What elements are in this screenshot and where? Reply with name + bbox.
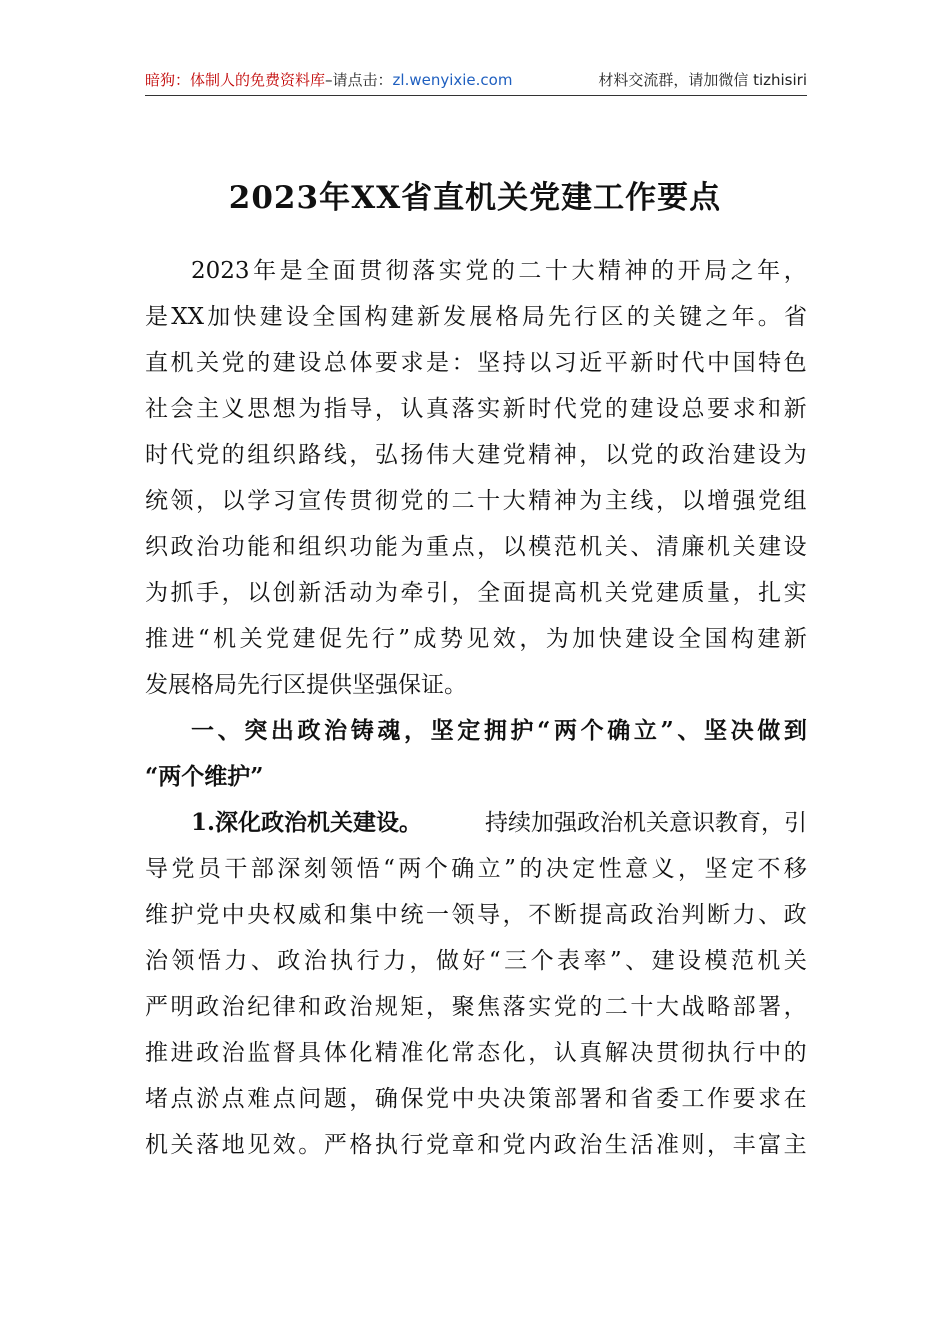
item-line: 维 护 党 中 央 权 威 和 集 中 统 一 领 导 ， 不 断 提 高 政 治 判 断 力 、 政: [145, 902, 807, 928]
intro-line: 为 抓 手 ， 以 创 新 活 动 为 牵 引 ， 全 面 提 高 机 关 党 建 质 量 ， 扎 实: [145, 580, 807, 606]
item-line: 机 关 落 地 见 效 。 严 格 执 行 党 章 和 党 内 政 治 生 活 准 则 ， 丰 富 主: [145, 1132, 807, 1158]
header-divider: [145, 95, 807, 96]
intro-line: 统 领 ， 以 学 习 宣 传 贯 彻 党 的 二 十 大 精 神 为 主 线 ， 以 增 强 党 组: [145, 488, 807, 514]
item-lead: 1.深化政治机关建设。: [191, 809, 423, 836]
document-body: [145, 248, 807, 1168]
intro-line: 时 代 党 的 组 织 路 线 ， 弘 扬 伟 大 建 党 精 神 ， 以 党 的 政 治 建 设 为: [145, 442, 807, 468]
item-first-rest: 持续加强政治机关意识教育，引: [485, 810, 807, 836]
intro-line: 直 机 关 党 的 建 设 总 体 要 求 是 ： 坚 持 以 习 近 平 新 时 代 中 国 特 色: [145, 350, 807, 376]
item-first-line: [145, 800, 807, 846]
intro-line: 织 政 治 功 能 和 组 织 功 能 为 重 点 ， 以 模 范 机 关 、 清 廉 机 关 建 设: [145, 534, 807, 560]
item-line: 推 进 政 治 监 督 具 体 化 精 准 化 常 态 化 ， 认 真 解 决 贯 彻 执 行 中 的: [145, 1040, 807, 1066]
section-heading: 一 、 突 出 政 治 铸 魂 ， 坚 定 拥 护 “ 两 个 确 立 ” 、 坚 决 做 到: [191, 717, 807, 744]
item-line: 导 党 员 干 部 深 刻 领 悟 “ 两 个 确 立 ” 的 决 定 性 意 义 ， 坚 定 不 移: [145, 856, 807, 882]
intro-line: 社 会 主 义 思 想 为 指 导 ， 认 真 落 实 新 时 代 党 的 建 设 总 要 求 和 新: [145, 396, 807, 422]
header-site-link[interactable]: zl.wenyixie.com: [392, 71, 513, 89]
intro-line: 推 进 “ 机 关 党 建 促 先 行 ” 成 势 见 效 ， 为 加 快 建 设 全 国 构 建 新: [145, 626, 807, 652]
page-header: [145, 66, 807, 94]
item-line: 堵 点 淤 点 难 点 问 题 ， 确 保 党 中 央 决 策 部 署 和 省 委 工 作 要 求 在: [145, 1086, 807, 1112]
header-brand: 暗狗：体制人的免费资料库–请点击：zl.wenyixie.com: [145, 71, 513, 89]
section-heading-cont: “两个维护”: [145, 763, 264, 790]
item-line: 严 明 政 治 纪 律 和 政 治 规 矩 ， 聚 焦 落 实 党 的 二 十 大 战 略 部 署 ，: [145, 994, 807, 1020]
header-group-info: 材料交流群，请加微信 tizhisiri: [598, 71, 807, 89]
intro-line: 是 XX 加 快 建 设 全 国 构 建 新 发 展 格 局 先 行 区 的 关 键 之 年 。 省: [145, 304, 807, 330]
document-title: 2023年XX省直机关党建工作要点: [228, 180, 722, 216]
intro-line: 发展格局先行区提供坚强保证。: [145, 672, 467, 698]
item-line: 治 领 悟 力 、 政 治 执 行 力 ， 做 好 “ 三 个 表 率 ” 、 建 设 模 范 机 关: [145, 948, 807, 974]
intro-line: 2023 年 是 全 面 贯 彻 落 实 党 的 二 十 大 精 神 的 开 局 之 年 ，: [191, 258, 807, 284]
